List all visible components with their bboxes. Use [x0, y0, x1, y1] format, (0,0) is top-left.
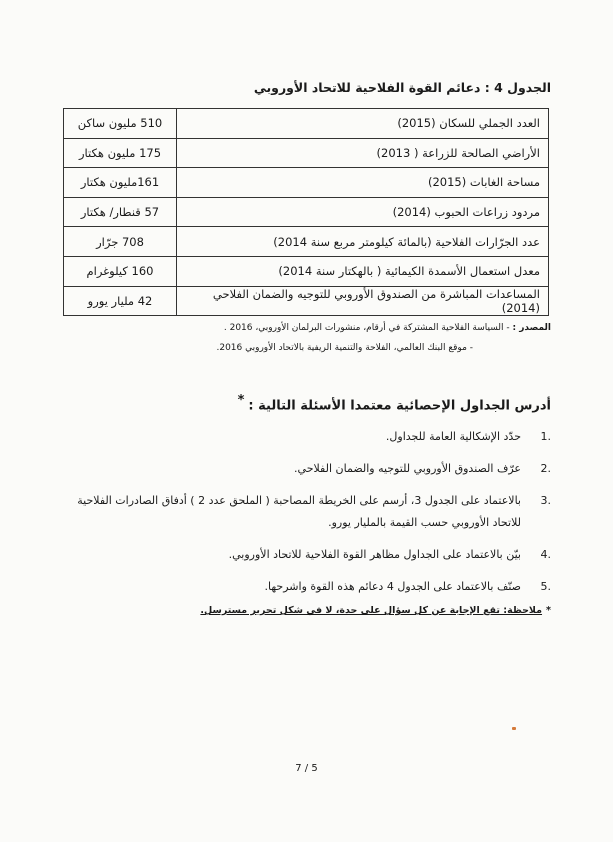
question-item: [51, 458, 551, 480]
row-value: 42 مليار يورو: [64, 286, 177, 316]
question-item: [51, 426, 551, 448]
row-label: معدل استعمال الأسمدة الكيمائية ( بالهكتار سنة 2014): [177, 256, 549, 286]
row-value: 160 كيلوغرام: [64, 256, 177, 286]
table-row: [64, 286, 549, 316]
question-number: .4: [540, 548, 551, 561]
table-title: الجدول 4 : دعائم القوة الفلاحية للاتحاد الأوروبي: [253, 80, 551, 95]
row-value: 161مليون هكتار: [64, 168, 177, 198]
note-text: ملاحظة: تقع الإجابة عن كل سؤال على حدة، لا في شكل تحرير مسترسل.: [200, 605, 543, 616]
source-block: [216, 318, 551, 358]
question-item: [51, 544, 551, 566]
asterisk: *: [237, 393, 245, 408]
page-number: 7 / 5: [295, 763, 318, 774]
question-text: حدّد الإشكالية العامة للجداول.: [385, 430, 521, 443]
row-value: 708 جرّار: [64, 227, 177, 257]
table-row: [64, 227, 549, 257]
question-text: بيّن بالاعتماد على الجداول مظاهر القوة الفلاحية للاتحاد الأوروبي.: [228, 548, 521, 561]
question-item: [51, 576, 551, 598]
row-label: الأراضي الصالحة للزراعة ( 2013): [177, 138, 549, 168]
question-text: عرّف الصندوق الأوروبي للتوجيه والضمان الفلاحي.: [294, 462, 521, 475]
question-text: صنّف بالاعتماد على الجدول 4 دعائم هذه القوة واشرحها.: [264, 580, 521, 593]
source-line-1: [216, 318, 551, 338]
source-label: المصدر :: [512, 323, 551, 333]
statistics-table: [63, 108, 549, 316]
row-value: 175 مليون هكتار: [64, 138, 177, 168]
question-item: [51, 490, 551, 534]
table-row: [64, 256, 549, 286]
row-label: مردود زراعات الحبوب (2014): [177, 197, 549, 227]
questions-title-text: أدرس الجداول الإحصائية معتمدا الأسئلة التالية :: [248, 398, 551, 414]
row-value: 57 قنطار/ هكتار: [64, 197, 177, 227]
question-number: .5: [540, 580, 551, 593]
source-text-1: - السياسة الفلاحية المشتركة في أرقام، منشورات البرلمان الأوروبي، 2016 .: [223, 323, 510, 333]
table-row: [64, 109, 549, 139]
questions-list: [51, 416, 551, 598]
question-number: .3: [540, 494, 551, 507]
questions-title: [238, 393, 551, 413]
source-line-2: - موقع البنك العالمي، الفلاحة والتنمية الريفية بالاتحاد الأوروبي 2016.: [216, 343, 473, 353]
question-number: .2: [540, 462, 551, 475]
table-row: [64, 197, 549, 227]
stray-mark: [512, 727, 516, 730]
table-row: [64, 138, 549, 168]
note-asterisk: *: [546, 605, 551, 616]
table-row: [64, 168, 549, 198]
row-label: عدد الجرّارات الفلاحية (بالمائة كيلومتر مربع سنة 2014): [177, 227, 549, 257]
row-label: المساعدات المباشرة من الصندوق الأوروبي للتوجيه والضمان الفلاحي (2014): [177, 286, 549, 316]
row-value: 510 مليون ساكن: [64, 109, 177, 139]
note: [200, 605, 551, 616]
question-number: .1: [540, 430, 551, 443]
question-text: بالاعتماد على الجدول 3، أرسم على الخريطة المصاحبة ( الملحق عدد 2 ) أدفاق الصادرات الفلاحية للاتحاد الأوروبي حسب القيمة بالمليار يورو.: [77, 494, 521, 529]
row-label: العدد الجملي للسكان (2015): [177, 109, 549, 139]
row-label: مساحة الغابات (2015): [177, 168, 549, 198]
